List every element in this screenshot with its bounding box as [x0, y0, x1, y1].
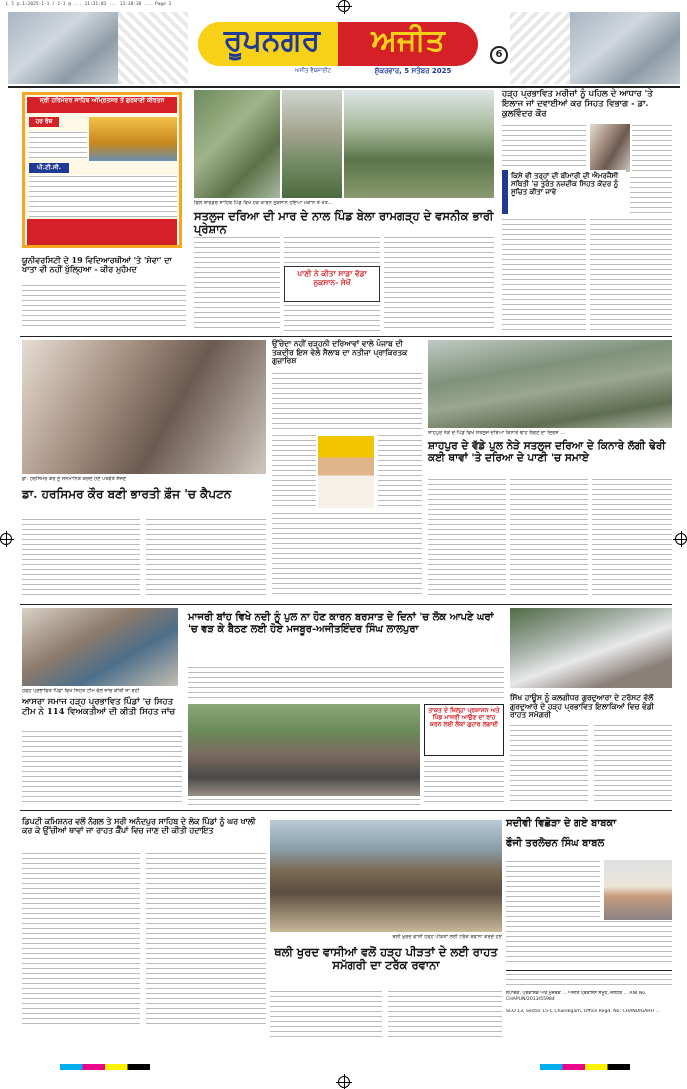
caption-riverbank: ਸ਼ਾਹਪੁਰ ਨੇੜੇ ਦੇ ਪਿੰਡ ਵਿਖੇ ਸਤਲੁਜ ਦਰਿਆ ਕਿਨਾਰੇ ਢਾਹ ਲੱਗਣ ਦਾ ਦ੍ਰਿਸ਼ ...: [428, 430, 565, 436]
gurbani-ad-banner: ਸ੍ਰੀ ਹਰਿਮੰਦਰ ਸਾਹਿਬ ਅੰਮ੍ਰਿਤਸਰ ਤੋਂ ਗੁਰਬਾਣੀ ਕੀਰਤਨ: [27, 97, 177, 113]
headline-majri-bridge: ਮਾਜਰੀ ਬਾਂਹ ਵਿਖੇ ਨਦੀ ਨੂੰ ਪੁਲ ਨਾ ਹੋਣ ਕਾਰਨ ਬਰਸਾਤ ਦੇ ਦਿਨਾਂ 'ਚ ਲੋਕ ਆਪਣੇ ਘਰਾਂ 'ਚ ਵੜ ਕੇ ਬੈਠਣ ਲਈ ਹੋਏ ਮਜਬੂਰ-ਅਜੀਤਇੰਦਰ ਸਿੰਘ ਲਾਲਪੁਰਾ: [188, 612, 494, 635]
story-thali-body-1: [270, 990, 382, 1038]
headline-obituary-a: ਸਦੀਵੀ ਵਿਛੋੜਾ ਦੇ ਗਏ ਬਾਬਕਾ: [506, 818, 617, 829]
caption-relief-truck: ਥਲੀ ਖੁਰਦ ਵਾਸੀ ਹੜ੍ਹ ਪੀੜਤਾਂ ਲਈ ਟਰੱਕ ਰਵਾਨਾ ਕਰਦੇ ਹੋਏ: [392, 934, 502, 940]
story-health-body-3: [630, 176, 672, 216]
story-obituary-body-2: [506, 920, 672, 966]
page-number-badge: 6: [490, 46, 508, 64]
health-camp-photo: [22, 608, 178, 686]
print-slug: L 5 p.1:2025-1-1 / 1-3 @ ... 11:31:03 ... 13:38:38 ... Page 3: [6, 2, 172, 7]
story-shahpur-body-1: [428, 478, 506, 598]
story-dc-body-2: [146, 852, 266, 1028]
story-aasra-body: [22, 730, 182, 802]
color-bar-left: [60, 1064, 150, 1070]
villagers-group-photo: [188, 704, 420, 796]
golden-temple-image: [89, 117, 177, 161]
relief-car-photo: [510, 608, 672, 688]
story-sutlej-body-3: [284, 304, 380, 332]
masthead-paper-name: ਅਜੀਤ: [371, 23, 445, 58]
caption-health-camp: ਹੜ੍ਹ ਪ੍ਰਭਾਵਿਤ ਪਿੰਡਾਂ ਵਿਖੇ ਸਿਹਤ ਟੀਮ ਵੱਲੋਂ ਜਾਂਚ ਕੀਤੀ ਜਾ ਰਹੀ: [22, 688, 140, 694]
registration-mark-icon: [0, 533, 12, 545]
gurbani-ad-text-1: [29, 131, 87, 159]
headline-university-students: ਯੂਨੀਵਰਸਿਟੀ ਦੇ 19 ਵਿਦਿਆਰਥੀਆਂ 'ਤੇ 'ਸੇਵਾ' ਦਾ ਖਾਤਾ ਵੀ ਨਹੀਂ ਖੁੱਲ੍ਹਿਆ - ਕੀਰ ਮੁਹੰਮਦ: [22, 255, 172, 275]
masthead-city: ਰੂਪਨਗਰ: [223, 23, 321, 58]
headline-obituary-b: ਫੌਜੀ ਤਰਲੋਚਨ ਸਿੰਘ ਬਾਬਲ: [506, 838, 605, 849]
story-kalgidhar-body-1: [510, 724, 588, 804]
obituary-portrait-photo: [604, 860, 672, 926]
gurbani-ad-footer: [27, 219, 177, 245]
headline-shahpur-bridge: ਸ਼ਾਹਪੁਰ ਦੇ ਵੱਡੇ ਪੁਲ ਨੇੜੇ ਸਤਲੁਜ ਦਰਿਆ ਦੇ ਕਿਨਾਰੇ ਲੱਗੀ ਢੇਰੀ ਕਈ ਥਾਵਾਂ 'ਤੇ ਦਰਿਆ ਦੇ ਪਾਣੀ 'ਚ ਸਮਾਏ: [428, 440, 666, 465]
story-dc-body-1: [22, 852, 140, 1028]
pull-quote-health: ਕਿਸੇ ਵੀ ਤਰ੍ਹਾਂ ਦੀ ਬੀਮਾਰੀ ਦੀ ਐਮਰਜੈਂਸੀ ਸਥਿਤੀ 'ਚ ਤੁਰੰਤ ਨਜ਼ਦੀਕ ਸਿਹਤ ਕੇਂਦਰ ਨੂੰ ਸੂਚਿਤ ਕੀਤਾ ਜਾਵੇ: [502, 170, 626, 214]
story-kalgidhar-body-2: [594, 724, 672, 804]
headline-punjab-fate: ਉੱਚੇਦਾ ਨਹੀਂ ਚੜ੍ਹਨੀ ਦਰਿਆਵਾਂ ਵਾਲੇ ਪੰਜਾਬ ਦੀ ਤਕਦੀਰ ਇਸ ਵੇਲੇ ਸੈਲਾਬ ਦਾ ਨਤੀਜਾ ਪ੍ਰਾਕਿਰਤਕ ਗੁਜ਼ਾਰਿਸ਼: [272, 339, 408, 366]
color-bar-right: [540, 1064, 630, 1070]
registration-mark-icon: [338, 0, 350, 12]
story-thali-body-2: [388, 990, 502, 1038]
caption-flood-photos: ਫਿਲ ਬਾਰਡਰ ਸਾਹਿਬ ਪਿੰਡ ਵਿਖੇ ਹੜ ਕਾਰਨ ਨੁਕਸਾਨ ਹੋਇਆ ਮਕਾਨ ਤੇ ਖੇਤ...: [194, 200, 333, 206]
author-portrait-photo: [318, 436, 374, 508]
gurbani-ad-tag-daily: ਹਰ ਰੋਜ਼: [29, 117, 59, 127]
headline-thali-khurd: ਥਲੀ ਖੁਰਦ ਵਾਸੀਆਂ ਵਲੋਂ ਹੜ੍ਹ ਪੀੜਤਾਂ ਦੇ ਲਈ ਰਾਹਤ ਸਮੱਗਰੀ ਦਾ ਟਰੱਕ ਰਵਾਨਾ: [274, 945, 498, 973]
flood-photo-1: [194, 90, 280, 198]
headline-dc-evacuate: ਡਿਪਟੀ ਕਮਿਸ਼ਨਰ ਵਲੋਂ ਨੰਗਲ ਤੇ ਸ੍ਰੀ ਅਨੰਦਪੁਰ ਸਾਹਿਬ ਦੇ ਲੋਕ ਪਿੰਡਾਂ ਨੂੰ ਘਰ ਖਾਲੀ ਕਰ ਕੇ ਉੱਚੀਆਂ ਥਾਵਾਂ ਜਾ ਰਾਹਤ ਕੈਂਪਾਂ ਵਿਚ ਜਾਣ ਦੀ ਕੀਤੀ ਹਦਾਇਤ: [22, 817, 256, 835]
masthead: [8, 12, 680, 84]
ceremony-photo: [22, 340, 266, 474]
doctor-portrait-photo: [590, 124, 630, 172]
registration-mark-icon: [675, 533, 687, 545]
story-majri-body-2: [424, 760, 504, 802]
masthead-building-photo: [8, 12, 118, 84]
flood-photo-3: [344, 90, 494, 198]
headline-health-dept: ਹੜ੍ਹ ਪ੍ਰਭਾਵਿਤ ਮਰੀਜ਼ਾਂ ਨੂੰ ਪਹਿਲ ਦੇ ਆਧਾਰ 'ਤੇ ਇਲਾਜ ਜਾਂ ਦਵਾਈਆਂ ਕਰ ਸਿਹਤ ਵਿਭਾਗ - ਡਾ. ਕੁਲਵਿੰਦਰ ਕੌਰ: [502, 89, 653, 119]
story-shahpur-body-3: [592, 478, 672, 598]
caption-ceremony: ਡਾ. ਹਰਸਿਮਰ ਕੌਰ ਨੂੰ ਸਨਮਾਨਿਤ ਕਰਦੇ ਹੋਏ ਪਤਵੰਤੇ ਸੱਜਣ: [22, 476, 127, 482]
story-majri-body-3: [188, 798, 420, 806]
masthead-date: ਸ਼ੁੱਕਰਵਾਰ, 5 ਸਤੰਬਰ 2025: [374, 67, 452, 75]
imprint-address: SCO 13, Sector 15-C Chandigarh, Office Regd. No: CHANDIGARH ...: [506, 1009, 660, 1014]
pull-quote-seikhon: ਪਾਣੀ ਨੇ ਕੀਤਾ ਸਾਡਾ ਵੱਡਾ ਨੁਕਸਾਨ- ਸੇਖੋਂ: [284, 266, 380, 302]
headline-kalgidhar-relief: ਸਿੱਖ ਹਾਊਸ ਨੂੰ ਕਲਗੀਧਰ ਗੁਰਦੁਆਰਾ ਦੇ ਟਰੱਸਟ ਵੱਲੋਂ ਗੁਰਦੁਆਰੇ ਦੇ ਹੜ੍ਹ ਪ੍ਰਭਾਵਿਤ ਇਲਾਕਿਆਂ ਵਿਚ ਵੰਡੀ ਰਾਹਤ ਸਮੱਗਰੀ: [510, 693, 654, 720]
story-shahpur-body-2: [510, 478, 588, 598]
registration-mark-icon: [338, 1076, 350, 1088]
story-captain-body-1: [22, 518, 140, 598]
story-punjab-body-2: [272, 434, 316, 510]
gurbani-ad-tag-ptc: ਪੀ.ਟੀ.ਸੀ.: [29, 163, 69, 173]
story-health-body-1: [502, 124, 586, 166]
section-rule-3: [20, 810, 672, 811]
masthead-pattern-left: [118, 12, 188, 84]
section-rule-1: [20, 336, 672, 337]
story-university-body: [22, 284, 186, 326]
headline-aasra-health: ਆਸਰਾ ਸਮਾਜ ਹੜ੍ਹ ਪ੍ਰਭਾਵਿਤ ਪਿੰਡਾਂ 'ਚ ਸਿਹਤ ਟੀਮ ਨੇ 114 ਵਿਅਕਤੀਆਂ ਦੀ ਕੀਤੀ ਸਿਹਤ ਜਾਂਚ: [22, 697, 176, 717]
masthead-fort-photo: [570, 12, 680, 84]
masthead-title-block: [188, 16, 488, 76]
masthead-rule: [8, 86, 680, 88]
section-rule-2: [20, 604, 672, 605]
gurbani-ad-text-2: [29, 175, 177, 217]
story-health-body-4: [502, 218, 586, 332]
pull-quote-majri: ਤਾਕਤ ਦੇ ਜ਼ਿਲ੍ਹਾ ਪ੍ਰਸ਼ਾਸਨ ਅਤੇ ਪਿੰਡ ਮਾਜਰੀ ਆਉਣ ਦਾ ਰਾਹ ਕਰਨ ਲਈ ਲੋਕਾਂ ਗੁਹਾਰ ਲਗਾਈ: [424, 704, 504, 756]
story-obituary-body-1: [506, 860, 600, 918]
story-sutlej-body-1: [194, 236, 280, 332]
story-punjab-body-4: [272, 512, 422, 598]
story-sutlej-body-2: [284, 236, 380, 264]
story-punjab-body-3: [378, 434, 422, 510]
headline-sutlej-bela: ਸਤਲੁਜ ਦਰਿਆ ਦੀ ਮਾਰ ਦੇ ਨਾਲ ਪਿੰਡ ਬੇਲਾ ਰਾਮਗੜ੍ਹ ਦੇ ਵਸਨੀਕ ਭਾਰੀ ਪ੍ਰੇਸ਼ਾਨ: [194, 209, 494, 237]
masthead-subline: ਅਜੀਤ ਵੈਬਸਾਈਟ: [295, 68, 331, 74]
masthead-pattern-right: [510, 12, 570, 84]
story-health-body-5: [590, 218, 672, 332]
story-health-body-2: [632, 124, 672, 174]
imprint-box: [506, 970, 672, 1032]
story-punjab-body-1: [272, 372, 422, 432]
relief-truck-photo: [270, 820, 502, 932]
imprint-text: ਸੰਪਾਦਕ, ਪ੍ਰਕਾਸ਼ਕ ਅਤੇ ਮੁਦਰਕ ... ਅਜੀਤ ਪ੍ਰਕਾਸ਼ਨ ਸਮੂਹ, ਜਲੰਧਰ ... RNI No. CHAPUN/2013/55984: [506, 991, 647, 1002]
gurbani-ad: [22, 92, 182, 248]
story-sutlej-body-4: [384, 236, 494, 332]
flood-photo-2: [282, 90, 342, 198]
story-captain-body-2: [146, 518, 266, 598]
riverbank-erosion-photo: [428, 340, 672, 428]
headline-captain: ਡਾ. ਹਰਸਿਮਰ ਕੌਰ ਬਣੀ ਭਾਰਤੀ ਫ਼ੌਜ 'ਚ ਕੈਪਟਨ: [22, 487, 232, 501]
story-majri-body: [188, 666, 504, 700]
